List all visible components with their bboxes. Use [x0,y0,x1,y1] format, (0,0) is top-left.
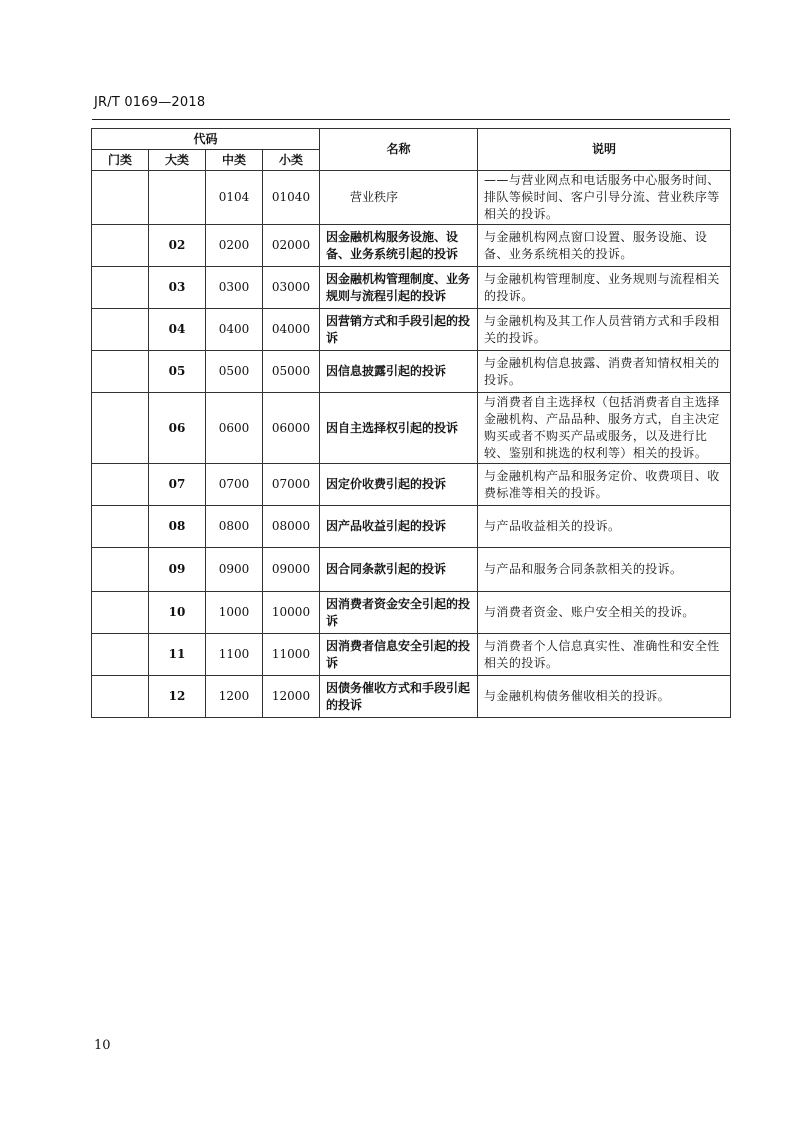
cell-medium: 0200 [206,225,263,267]
cell-small: 02000 [263,225,320,267]
cell-name: 因自主选择权引起的投诉 [320,393,478,464]
cell-large: 08 [149,506,206,548]
cell-name: 因债务催收方式和手段引起的投诉 [320,676,478,718]
cell-description: 与金融机构网点窗口设置、服务设施、设备、业务系统相关的投诉。 [478,225,731,267]
cell-door [92,592,149,634]
cell-description: 与金融机构管理制度、业务规则与流程相关的投诉。 [478,267,731,309]
cell-name: 因信息披露引起的投诉 [320,351,478,393]
cell-door [92,171,149,225]
cell-large: 06 [149,393,206,464]
table-row [92,592,731,634]
cell-description: ——与营业网点和电话服务中心服务时间、排队等候时间、客户引导分流、营业秩序等相关的投诉。 [478,171,731,225]
cell-door [92,351,149,393]
cell-door [92,393,149,464]
cell-description: 与金融机构产品和服务定价、收费项目、收费标准等相关的投诉。 [478,464,731,506]
cell-name: 营业秩序 [320,171,478,225]
header-name: 名称 [320,129,478,171]
cell-large [149,171,206,225]
cell-door [92,267,149,309]
cell-large: 10 [149,592,206,634]
table-row [92,393,731,464]
header-description: 说明 [478,129,731,171]
table-row [92,309,731,351]
table-row [92,548,731,592]
cell-door [92,464,149,506]
cell-medium: 0104 [206,171,263,225]
cell-name: 因营销方式和手段引起的投诉 [320,309,478,351]
cell-door [92,225,149,267]
cell-medium: 0300 [206,267,263,309]
cell-large: 04 [149,309,206,351]
cell-small: 09000 [263,548,320,592]
cell-description: 与金融机构债务催收相关的投诉。 [478,676,731,718]
cell-medium: 0800 [206,506,263,548]
cell-large: 11 [149,634,206,676]
header-medium: 中类 [206,150,263,171]
cell-small: 04000 [263,309,320,351]
cell-small: 07000 [263,464,320,506]
cell-small: 03000 [263,267,320,309]
cell-large: 09 [149,548,206,592]
cell-name: 因定价收费引起的投诉 [320,464,478,506]
cell-description: 与消费者自主选择权（包括消费者自主选择金融机构、产品品种、服务方式，自主决定购买或者不购买产品或服务，以及进行比较、鉴别和挑选的权利等）相关的投诉。 [478,393,731,464]
cell-large: 02 [149,225,206,267]
cell-description: 与金融机构信息披露、消费者知情权相关的投诉。 [478,351,731,393]
cell-medium: 0900 [206,548,263,592]
table-row [92,351,731,393]
cell-medium: 0500 [206,351,263,393]
cell-small: 08000 [263,506,320,548]
header-code: 代码 [92,129,320,150]
cell-medium: 0600 [206,393,263,464]
header-large: 大类 [149,150,206,171]
cell-medium: 0700 [206,464,263,506]
complaint-classification-table [91,128,731,718]
cell-description: 与消费者个人信息真实性、准确性和安全性相关的投诉。 [478,634,731,676]
cell-medium: 1000 [206,592,263,634]
cell-door [92,309,149,351]
header-rule [92,119,730,120]
table-row [92,225,731,267]
table-row [92,171,731,225]
cell-name: 因金融机构服务设施、设备、业务系统引起的投诉 [320,225,478,267]
cell-name: 因金融机构管理制度、业务规则与流程引起的投诉 [320,267,478,309]
cell-small: 05000 [263,351,320,393]
cell-description: 与产品收益相关的投诉。 [478,506,731,548]
cell-small: 01040 [263,171,320,225]
cell-medium: 1200 [206,676,263,718]
cell-small: 11000 [263,634,320,676]
table-row [92,634,731,676]
cell-small: 12000 [263,676,320,718]
table-row [92,267,731,309]
cell-small: 06000 [263,393,320,464]
cell-name: 因合同条款引起的投诉 [320,548,478,592]
cell-small: 10000 [263,592,320,634]
table-row [92,464,731,506]
cell-name: 因消费者信息安全引起的投诉 [320,634,478,676]
cell-description: 与金融机构及其工作人员营销方式和手段相关的投诉。 [478,309,731,351]
cell-medium: 0400 [206,309,263,351]
cell-name: 因消费者资金安全引起的投诉 [320,592,478,634]
cell-description: 与产品和服务合同条款相关的投诉。 [478,548,731,592]
standard-code-header: JR/T 0169—2018 [94,95,206,110]
cell-description: 与消费者资金、账户安全相关的投诉。 [478,592,731,634]
cell-large: 03 [149,267,206,309]
cell-name: 因产品收益引起的投诉 [320,506,478,548]
cell-door [92,506,149,548]
table-row [92,506,731,548]
cell-door [92,676,149,718]
cell-large: 07 [149,464,206,506]
cell-large: 12 [149,676,206,718]
header-door: 门类 [92,150,149,171]
table-row [92,676,731,718]
cell-medium: 1100 [206,634,263,676]
page-number: 10 [94,1038,111,1053]
header-small: 小类 [263,150,320,171]
cell-door [92,548,149,592]
cell-large: 05 [149,351,206,393]
cell-door [92,634,149,676]
